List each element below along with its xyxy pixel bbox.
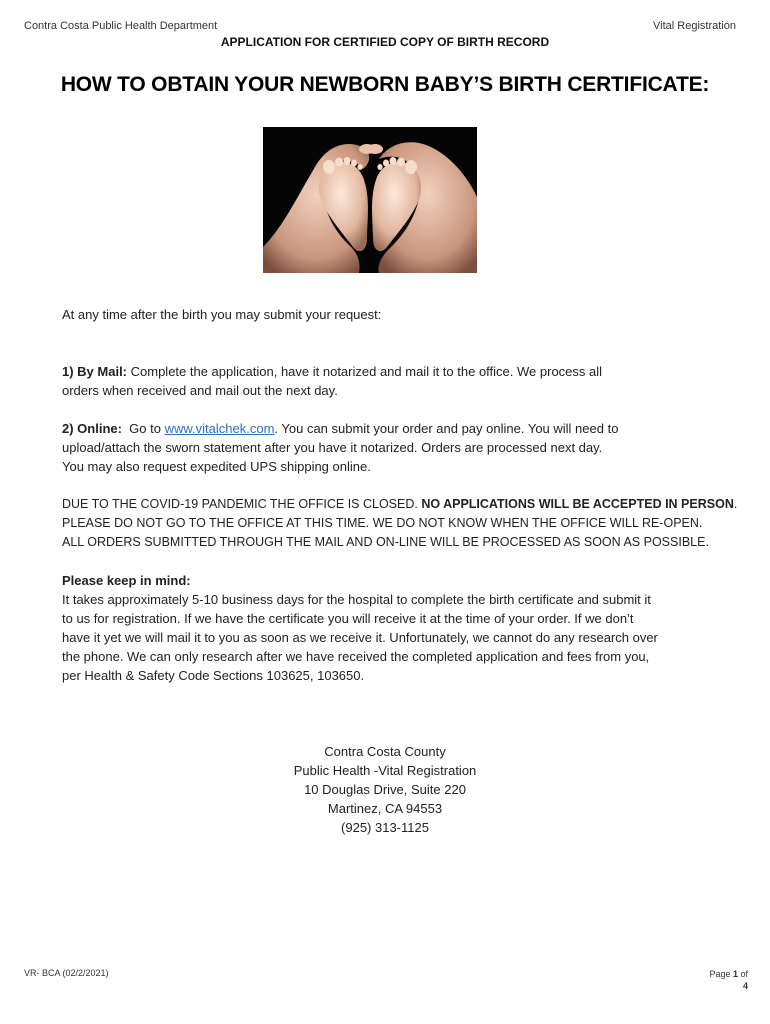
- online-line-2: upload/attach the sworn statement after you have it notarized. Orders are processed next day.: [62, 440, 603, 455]
- office-address: [0, 742, 770, 837]
- keep-line: It takes approximately 5-10 business days for the hospital to complete the birth certificate and submit it: [62, 592, 651, 607]
- mail-instructions: [62, 362, 742, 400]
- vitalchek-link[interactable]: www.vitalchek.com: [164, 421, 275, 436]
- covid-pre-text: DUE TO THE COVID-19 PANDEMIC THE OFFICE IS CLOSED.: [62, 497, 422, 511]
- page-indicator: [690, 968, 748, 992]
- page-label: Page: [709, 969, 733, 979]
- covid-post-text: .: [733, 497, 738, 511]
- page-of: of: [737, 969, 748, 979]
- mail-line-1: [62, 362, 742, 381]
- covid-line-2: PLEASE DO NOT GO TO THE OFFICE AT THIS TIME. WE DO NOT KNOW WHEN THE OFFICE WILL RE-OPEN.: [62, 516, 703, 530]
- mail-line-1-text: Complete the application, have it notarized and mail it to the office. We process all: [127, 364, 603, 379]
- page-number: 1: [732, 969, 738, 979]
- online-line-1: [62, 419, 742, 438]
- online-line-3: You may also request expedited UPS shipping online.: [62, 459, 371, 474]
- page-title: HOW TO OBTAIN YOUR NEWBORN BABY’S BIRTH CERTIFICATE:: [60, 73, 710, 96]
- covid-line-1: [62, 495, 742, 514]
- keep-line: have it yet we will mail it to you as soon as we receive it. Unfortunately, we cannot do any research over: [62, 630, 658, 645]
- online-post-text: . You can submit your order and pay online. You will need to: [274, 421, 619, 436]
- phone-number: (925) 313-1125: [341, 820, 429, 835]
- keep-line: to us for registration. If we have the certificate you will receive it at the time of your order. If we don’t: [62, 611, 634, 626]
- mail-label: 1) By Mail:: [62, 364, 128, 379]
- online-instructions: [62, 419, 742, 476]
- address-line: Martinez, CA 94553: [327, 801, 443, 816]
- intro-text: At any time after the birth you may submit your request:: [62, 307, 382, 322]
- header-department: Contra Costa Public Health Department: [24, 20, 218, 32]
- photo-illustration: [263, 127, 477, 273]
- online-label: 2) Online:: [62, 421, 122, 436]
- covid-bold-text: NO APPLICATIONS WILL BE ACCEPTED IN PERSON: [421, 497, 734, 511]
- keep-in-mind-section: [62, 571, 742, 685]
- keep-in-mind-heading: Please keep in mind:: [62, 573, 191, 588]
- header-section: Vital Registration: [653, 20, 736, 32]
- covid-notice: [62, 495, 742, 552]
- address-line: 10 Douglas Drive, Suite 220: [304, 782, 466, 797]
- form-id: VR- BCA (02/2/2021): [24, 968, 109, 978]
- address-line: Contra Costa County: [324, 744, 446, 759]
- address-line: Public Health -Vital Registration: [293, 763, 477, 778]
- form-subtitle: APPLICATION FOR CERTIFIED COPY OF BIRTH RECORD: [220, 35, 550, 49]
- baby-feet-heart-hands-photo: [263, 127, 477, 273]
- mail-line-2: orders when received and mail out the next day.: [62, 383, 338, 398]
- keep-line: per Health & Safety Code Sections 103625, 103650.: [62, 668, 365, 683]
- online-pre-text: Go to: [121, 421, 165, 436]
- covid-line-3: ALL ORDERS SUBMITTED THROUGH THE MAIL AND ON-LINE WILL BE PROCESSED AS SOON AS POSSIBLE.: [62, 535, 709, 549]
- keep-line: the phone. We can only research after we have received the completed application and fees from you,: [62, 649, 650, 664]
- page-total: 4: [742, 981, 748, 991]
